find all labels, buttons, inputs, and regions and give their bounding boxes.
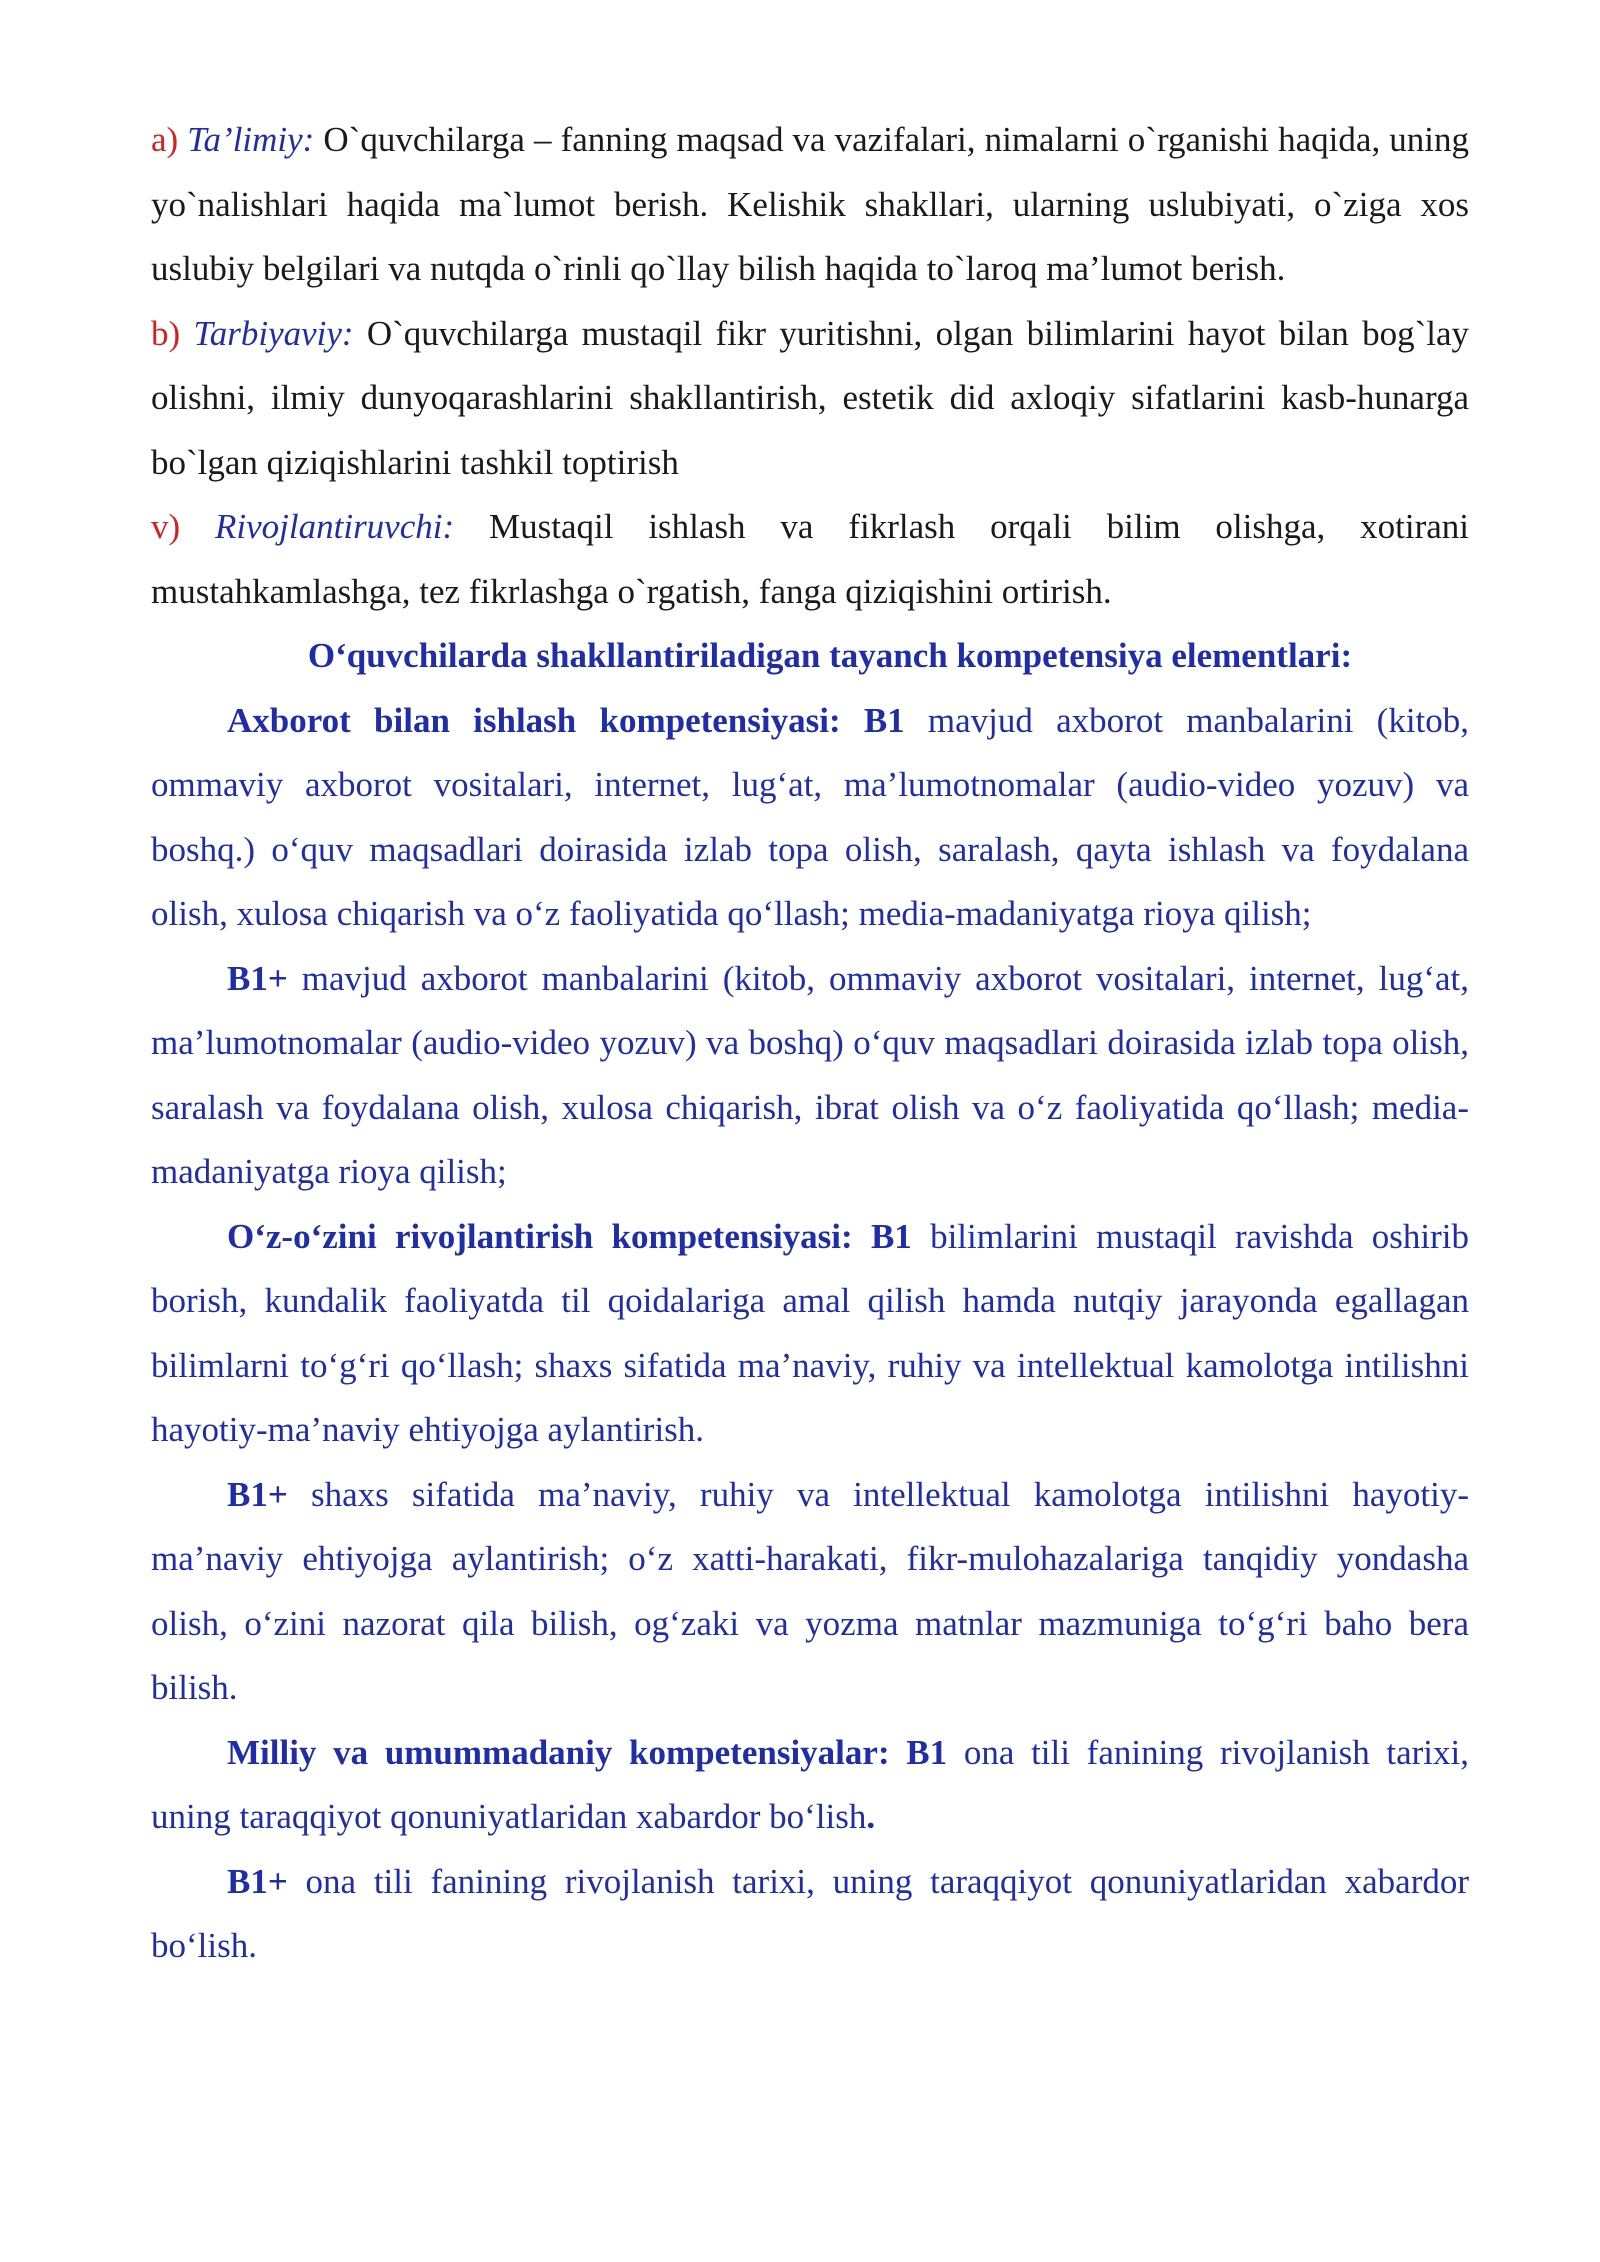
competency-lead: O‘z-o‘zini rivojlantirish kompetensiyasi: B1 [227, 1216, 912, 1256]
competency-text: bilimlarini mustaqil ravishda oshirib borish, kundalik faoliyatda til qoidalariga amal qilish hamda nutqiy jarayonda egallagan bilimlarni to‘g‘ri qo‘llash; shaxs sifatida ma’naviy, ruhiy va intellektual kamolotga intilishni hayotiy-ma’naviy ehtiyojga aylantirish. [151, 1216, 1470, 1449]
goal-educational [151, 108, 1469, 302]
competency-self-development-plus [151, 1463, 1469, 1721]
competency-information [151, 689, 1469, 947]
competency-national-cultural [151, 1721, 1469, 1850]
competency-text: mavjud axborot manbalarini (kitob, ommaviy axborot vositalari, internet, lug‘at, ma’lumotnomalar (audio-video yozuv) va boshq.) o‘quv maqsadlari doirasida izlab topa olish, saralash, qayta ishlash va foydalana olish, xulosa chiqarish va o‘z faoliyatida qo‘llash; media-madaniyatga rioya qilish; [151, 700, 1470, 933]
goal-text: O`quvchilarga – fanning maqsad va vazifalari, nimalarni o`rganishi haqida, uning yo`nalishlari haqida ma`lumot berish. Kelishik shakllari, ularning uslubiyati, o`ziga xos uslubiy belgilari va nutqda o`rinli qo`llay bilish haqida to`laroq ma’lumot berish. [151, 120, 1469, 288]
competency-text: shaxs sifatida ma’naviy, ruhiy va intellektual kamolotga intilishni hayotiy-ma’naviy ehtiyojga aylantirish; o‘z xatti-harakati, fikr-mulohazalariga tanqidiy yondasha olish, o‘zini nazorat qila bilish, og‘zaki va yozma matnlar mazmuniga to‘g‘ri baho bera bilish. [151, 1474, 1469, 1707]
competency-lead: Axborot bilan ishlash kompetensiyasi: B1 [227, 700, 905, 740]
competencies-heading: O‘quvchilarda shakllantiriladigan tayanch kompetensiya elementlari: [307, 636, 1353, 675]
competency-text: ona tili fanining rivojlanish tarixi, uning taraqqiyot qonuniyatlaridan xabardor bo‘lish [151, 1732, 1470, 1836]
goal-term: Rivojlantiruvchi: [215, 507, 455, 546]
document-page [151, 108, 1469, 1979]
goal-text: Mustaqil ishlash va fikrlash orqali bilim olishga, xotirani mustahkamlashga, tez fikrlashga o`rgatish, fanga qiziqishini ortirish. [151, 507, 1470, 611]
competency-information-plus [151, 947, 1469, 1205]
goal-upbringing [151, 302, 1469, 496]
goal-term: Ta’limiy: [187, 120, 315, 159]
competency-text: mavjud axborot manbalarini (kitob, ommaviy axborot vositalari, internet, lug‘at, ma’lumotnomalar (audio-video yozuv) va boshq) o‘quv maqsadlari doirasida izlab topa olish, saralash va foydalana olish, xulosa chiqarish, ibrat olish va o‘z faoliyatida qo‘llash; media-madaniyatga rioya qilish; [151, 958, 1470, 1191]
competency-lead: B1+ [227, 958, 288, 998]
goal-marker: a) [151, 120, 179, 159]
competency-text: ona tili fanining rivojlanish tarixi, uning taraqqiyot qonuniyatlaridan xabardor bo‘lish. [151, 1861, 1470, 1965]
goal-developmental [151, 495, 1469, 624]
competency-lead: Milliy va umummadaniy kompetensiyalar: B1 [227, 1732, 948, 1772]
goal-term: Tarbiyaviy: [193, 313, 354, 353]
competency-national-cultural-plus [151, 1850, 1469, 1979]
goal-marker: b) [151, 313, 181, 353]
competency-self-development [151, 1205, 1469, 1463]
goal-marker: v) [151, 507, 181, 546]
goal-text: O`quvchilarga mustaqil fikr yuritishni, olgan bilimlarini hayot bilan bog`lay olishni, ilmiy dunyoqarashlarini shakllantirish, estetik did axloqiy sifatlarini kasb-hunarga bo`lgan qiziqishlarini tashkil toptirish [151, 313, 1470, 482]
competency-lead: B1+ [227, 1474, 288, 1514]
competency-lead: B1+ [227, 1861, 288, 1901]
competency-tail: . [866, 1797, 876, 1836]
